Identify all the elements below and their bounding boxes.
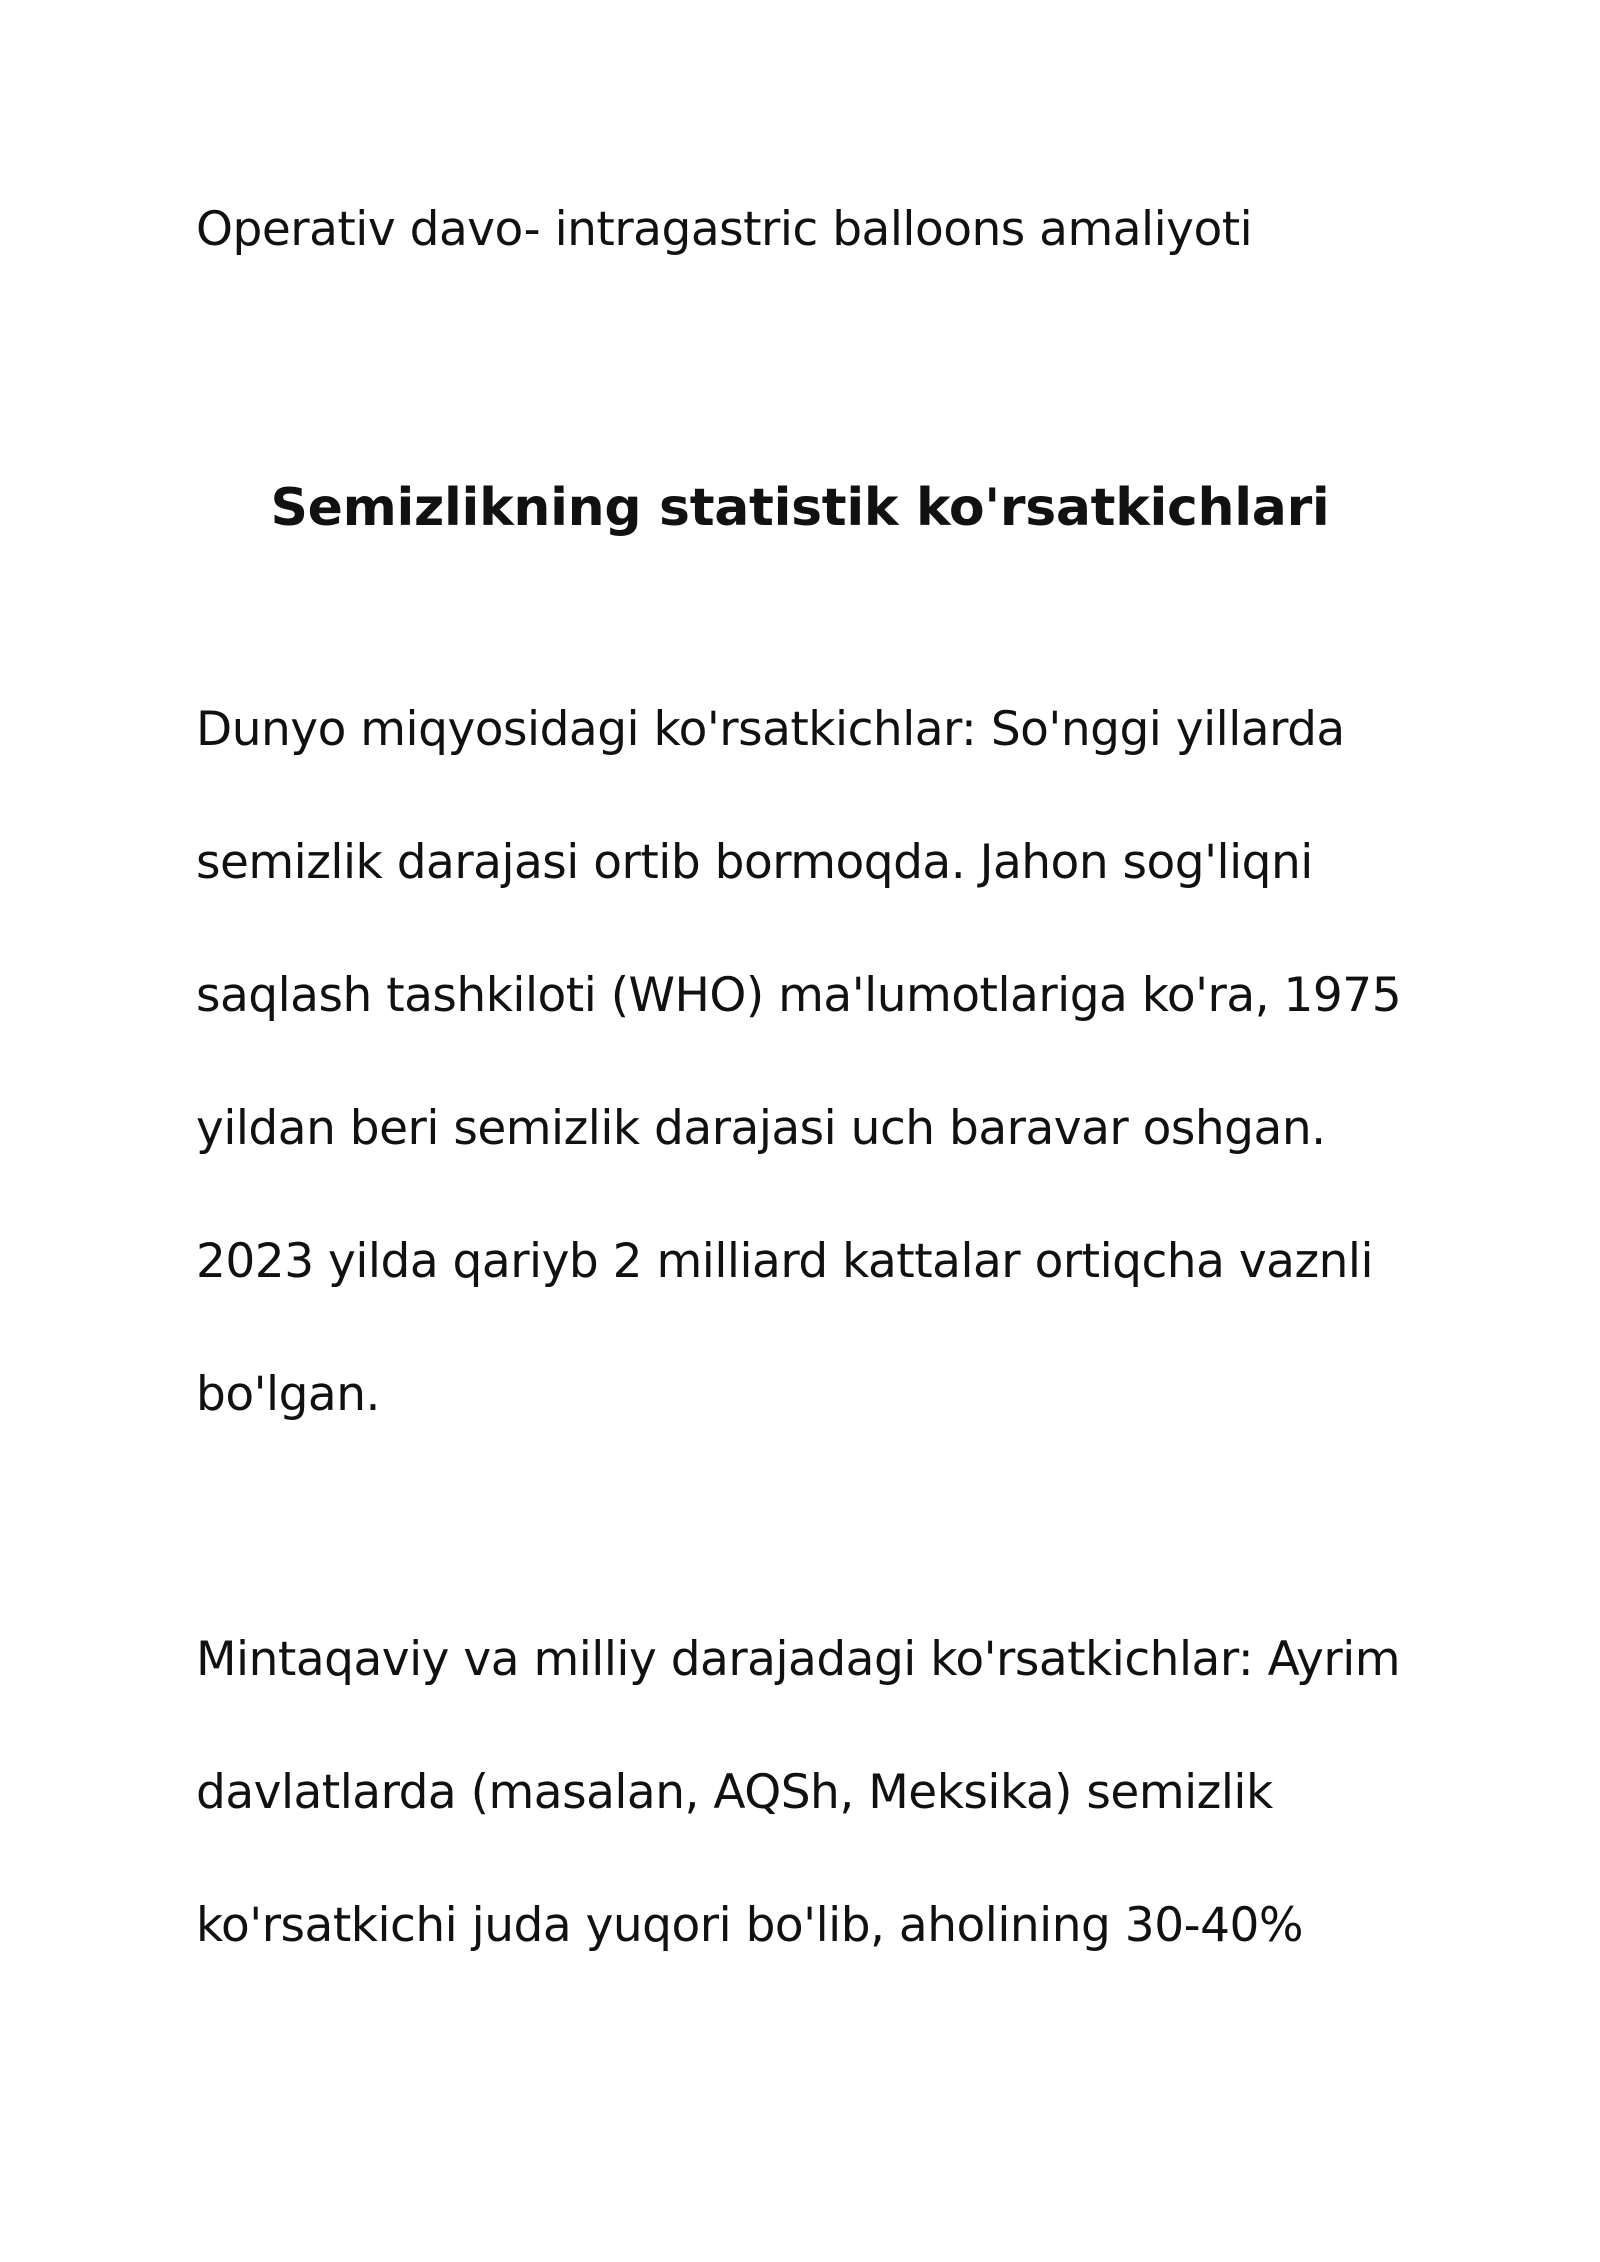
paragraph-line: Dunyo miqyosidagi ko'rsatkichlar: So'nggi yillarda [196, 702, 1345, 757]
paragraph-line: Mintaqaviy va milliy darajadagi ko'rsatkichlar: Ayrim [196, 1632, 1401, 1687]
section-heading: Semizlikning statistik ko'rsatkichlari [270, 478, 1330, 538]
paragraph-line: 2023 yilda qariyb 2 milliard kattalar ortiqcha vaznli [196, 1234, 1374, 1289]
paragraph-line: davlatlarda (masalan, AQSh, Meksika) semizlik [196, 1765, 1273, 1820]
paragraph-line: ko'rsatkichi juda yuqori bo'lib, aholining 30-40% [196, 1898, 1304, 1953]
intro-line: Operativ davo- intragastric balloons amaliyoti [196, 202, 1253, 257]
paragraph-line: yildan beri semizlik darajasi uch baravar oshgan. [196, 1101, 1326, 1156]
paragraph-line: saqlash tashkiloti (WHO) ma'lumotlariga ko'ra, 1975 [196, 968, 1402, 1023]
paragraph-line: bo'lgan. [196, 1367, 380, 1422]
paragraph-line: semizlik darajasi ortib bormoqda. Jahon sog'liqni [196, 835, 1313, 890]
